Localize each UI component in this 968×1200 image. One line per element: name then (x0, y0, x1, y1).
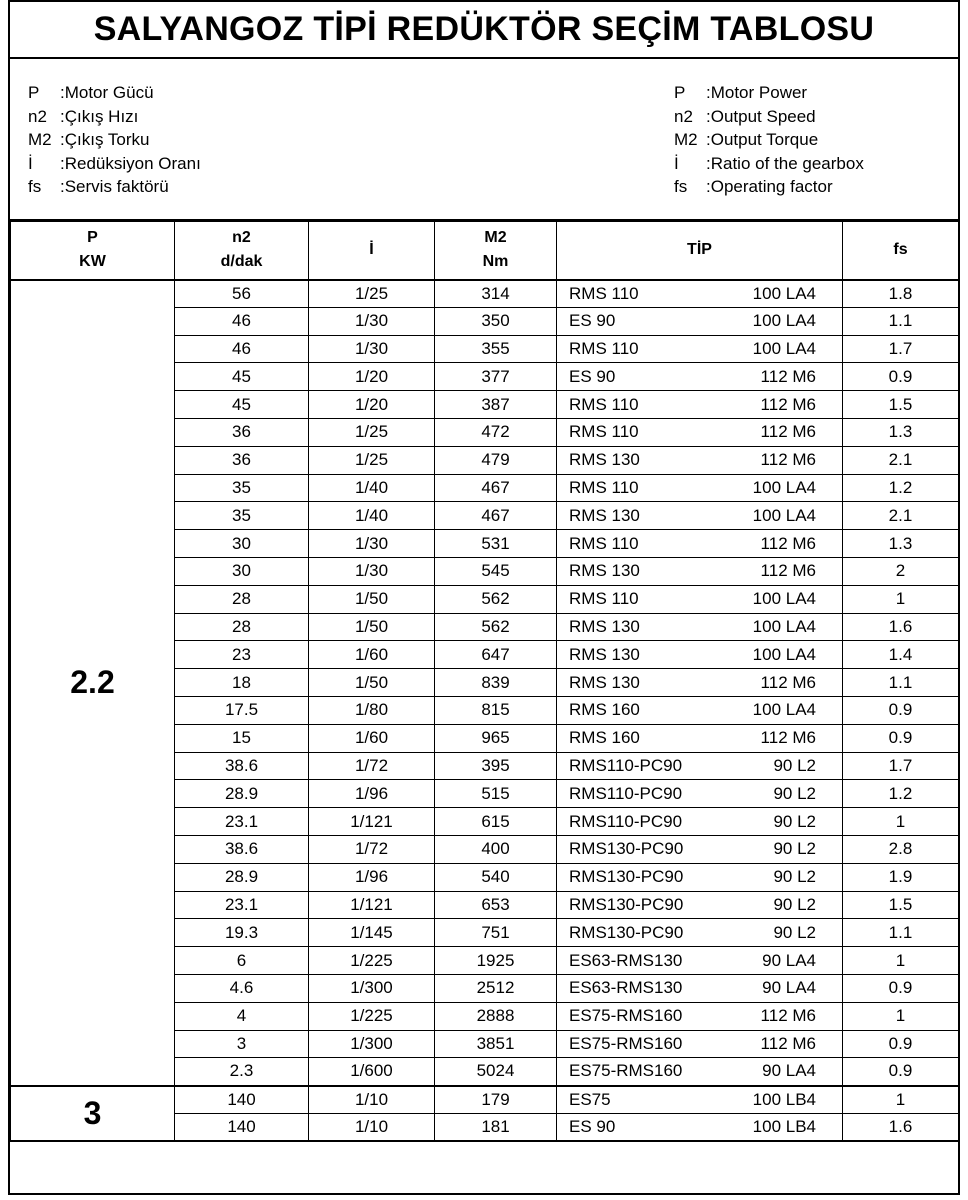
gearbox-type: RMS 110 (569, 533, 639, 553)
type-cell (557, 446, 843, 474)
legend-key: fs (28, 177, 42, 196)
speed-cell: 140 (175, 1113, 309, 1141)
gearbox-type: ES 90 (569, 1117, 616, 1137)
gearbox-type: RMS110-PC90 (569, 783, 683, 803)
legend-item (28, 175, 201, 199)
legend-item (28, 105, 201, 129)
motor-type: 100 LA4 (752, 644, 816, 664)
torque-cell: 653 (435, 891, 557, 919)
ratio-cell: 1/30 (309, 335, 435, 363)
legend-key: İ (674, 153, 679, 173)
ratio-cell: 1/50 (309, 613, 435, 641)
service-factor-cell: 1.7 (843, 335, 959, 363)
ratio-cell: 1/121 (309, 891, 435, 919)
type-cell (557, 613, 843, 641)
torque-cell: 472 (435, 418, 557, 446)
service-factor-cell: 1.9 (843, 863, 959, 891)
motor-type: 100 LA4 (752, 505, 816, 525)
gearbox-type: RMS 160 (569, 700, 640, 720)
motor-type: 112 M6 (760, 728, 816, 748)
speed-cell: 4 (175, 1002, 309, 1030)
gearbox-type: RMS 110 (569, 394, 639, 414)
ratio-cell: 1/40 (309, 502, 435, 530)
torque-cell: 515 (435, 780, 557, 808)
gearbox-type: RMS130-PC90 (569, 839, 684, 859)
motor-type: 90 L2 (773, 783, 816, 803)
gearbox-type: RMS 130 (569, 644, 640, 664)
ratio-cell: 1/96 (309, 863, 435, 891)
speed-cell: 3 (175, 1030, 309, 1058)
type-cell (557, 280, 843, 308)
ratio-cell: 1/225 (309, 1002, 435, 1030)
legend-text: :Operating factor (706, 177, 833, 196)
table-row (11, 280, 959, 308)
type-cell (557, 863, 843, 891)
speed-cell: 4.6 (175, 974, 309, 1002)
motor-type: 90 L2 (773, 839, 816, 859)
ratio-cell: 1/60 (309, 641, 435, 669)
motor-type: 90 LA4 (762, 978, 816, 998)
ratio-cell: 1/80 (309, 696, 435, 724)
ratio-cell: 1/96 (309, 780, 435, 808)
service-factor-cell: 1.2 (843, 780, 959, 808)
type-cell (557, 530, 843, 558)
gearbox-type: RMS130-PC90 (569, 894, 684, 914)
service-factor-cell: 0.9 (843, 363, 959, 391)
type-cell (557, 947, 843, 975)
gearbox-type: RMS110-PC90 (569, 755, 683, 775)
torque-cell: 647 (435, 641, 557, 669)
type-cell (557, 1002, 843, 1030)
torque-cell: 751 (435, 919, 557, 947)
type-cell (557, 752, 843, 780)
speed-cell: 45 (175, 363, 309, 391)
legend-text: :Çıkış Hızı (60, 106, 139, 126)
motor-type: 100 LA4 (752, 700, 816, 720)
gearbox-type: RMS 110 (569, 477, 639, 497)
gearbox-type: ES75-RMS160 (569, 1061, 683, 1081)
gearbox-type: ES 90 (569, 311, 616, 331)
legend-key: n2 (674, 106, 693, 126)
type-cell (557, 307, 843, 335)
type-cell (557, 474, 843, 502)
motor-type: 100 LA4 (752, 311, 816, 331)
service-factor-cell: 2 (843, 557, 959, 585)
ratio-cell: 1/25 (309, 446, 435, 474)
gearbox-type: RMS 130 (569, 672, 640, 692)
speed-cell: 45 (175, 391, 309, 419)
legend-key: fs (674, 177, 688, 196)
service-factor-cell: 1.5 (843, 891, 959, 919)
header-service-factor: fs (843, 222, 959, 280)
power-cell: 2.2 (11, 280, 175, 1086)
motor-type: 100 LA4 (752, 283, 816, 303)
legend-item (674, 81, 864, 105)
service-factor-cell: 1.8 (843, 280, 959, 308)
torque-cell: 181 (435, 1113, 557, 1141)
speed-cell: 23 (175, 641, 309, 669)
ratio-cell: 1/30 (309, 557, 435, 585)
service-factor-cell: 1 (843, 1002, 959, 1030)
type-cell (557, 696, 843, 724)
ratio-cell: 1/121 (309, 808, 435, 836)
service-factor-cell: 1.3 (843, 530, 959, 558)
service-factor-cell: 2.1 (843, 502, 959, 530)
gearbox-type: RMS 130 (569, 450, 640, 470)
service-factor-cell: 1.1 (843, 307, 959, 335)
legend-text: :Redüksiyon Oranı (60, 153, 201, 173)
legend-key: n2 (28, 106, 47, 126)
gearbox-type: ES75-RMS160 (569, 1006, 683, 1026)
speed-cell: 28.9 (175, 780, 309, 808)
speed-cell: 6 (175, 947, 309, 975)
motor-type: 90 L2 (773, 894, 816, 914)
speed-cell: 18 (175, 669, 309, 697)
service-factor-cell: 1.2 (843, 474, 959, 502)
service-factor-cell: 1.6 (843, 1113, 959, 1141)
legend-item (674, 128, 864, 152)
speed-cell: 2.3 (175, 1058, 309, 1086)
torque-cell: 1925 (435, 947, 557, 975)
type-cell (557, 335, 843, 363)
gearbox-type: ES75-RMS160 (569, 1033, 683, 1053)
motor-type: 112 M6 (760, 672, 816, 692)
type-cell (557, 974, 843, 1002)
type-cell (557, 557, 843, 585)
torque-cell: 545 (435, 557, 557, 585)
motor-type: 100 LB4 (752, 1089, 816, 1109)
legend-key: M2 (28, 130, 52, 149)
gearbox-type: ES63-RMS130 (569, 978, 683, 998)
motor-type: 100 LA4 (752, 589, 816, 609)
type-cell (557, 780, 843, 808)
type-cell (557, 585, 843, 613)
motor-type: 112 M6 (760, 422, 816, 442)
torque-cell: 531 (435, 530, 557, 558)
selection-table-sheet (8, 0, 960, 1195)
service-factor-cell: 1.4 (843, 641, 959, 669)
service-factor-cell: 0.9 (843, 724, 959, 752)
type-cell (557, 418, 843, 446)
ratio-cell: 1/30 (309, 307, 435, 335)
type-cell (557, 891, 843, 919)
type-cell (557, 669, 843, 697)
speed-cell: 23.1 (175, 891, 309, 919)
ratio-cell: 1/300 (309, 974, 435, 1002)
torque-cell: 314 (435, 280, 557, 308)
service-factor-cell: 1.6 (843, 613, 959, 641)
legend-turkish (28, 81, 201, 199)
gearbox-type: RMS 110 (569, 338, 639, 358)
ratio-cell: 1/10 (309, 1113, 435, 1141)
legend-english (674, 81, 864, 199)
ratio-cell: 1/20 (309, 363, 435, 391)
service-factor-cell: 1 (843, 585, 959, 613)
motor-type: 100 LA4 (752, 477, 816, 497)
motor-type: 112 M6 (760, 561, 816, 581)
torque-cell: 2512 (435, 974, 557, 1002)
torque-cell: 479 (435, 446, 557, 474)
service-factor-cell: 0.9 (843, 974, 959, 1002)
service-factor-cell: 1.7 (843, 752, 959, 780)
ratio-cell: 1/600 (309, 1058, 435, 1086)
gearbox-type: RMS 130 (569, 505, 640, 525)
speed-cell: 36 (175, 446, 309, 474)
table-header-row (11, 222, 959, 280)
speed-cell: 17.5 (175, 696, 309, 724)
torque-cell: 350 (435, 307, 557, 335)
legend-key: P (674, 83, 686, 102)
header-output-speed: n2 d/dak (175, 222, 309, 280)
type-cell (557, 1030, 843, 1058)
motor-type: 90 L2 (773, 811, 816, 831)
legend-text: :Output Speed (706, 106, 816, 126)
speed-cell: 140 (175, 1086, 309, 1114)
gearbox-type: ES75 (569, 1089, 611, 1109)
gearbox-type: RMS130-PC90 (569, 867, 684, 887)
motor-type: 112 M6 (760, 1033, 816, 1053)
legend-item (674, 175, 864, 199)
type-cell (557, 835, 843, 863)
torque-cell: 377 (435, 363, 557, 391)
service-factor-cell: 1.1 (843, 919, 959, 947)
speed-cell: 36 (175, 418, 309, 446)
type-cell (557, 641, 843, 669)
ratio-cell: 1/50 (309, 669, 435, 697)
motor-type: 90 LA4 (762, 950, 816, 970)
legend-key: İ (28, 153, 33, 173)
gearbox-type: ES 90 (569, 366, 616, 386)
speed-cell: 46 (175, 335, 309, 363)
table-row (11, 1086, 959, 1114)
ratio-cell: 1/300 (309, 1030, 435, 1058)
motor-type: 100 LB4 (752, 1117, 816, 1137)
selection-table (10, 221, 959, 1142)
ratio-cell: 1/60 (309, 724, 435, 752)
legend-text: :Çıkış Torku (60, 130, 150, 149)
ratio-cell: 1/72 (309, 752, 435, 780)
speed-cell: 28 (175, 585, 309, 613)
type-cell (557, 363, 843, 391)
service-factor-cell: 1.1 (843, 669, 959, 697)
service-factor-cell: 1 (843, 947, 959, 975)
ratio-cell: 1/30 (309, 530, 435, 558)
table-body (11, 280, 959, 1142)
motor-type: 112 M6 (760, 366, 816, 386)
torque-cell: 965 (435, 724, 557, 752)
motor-type: 112 M6 (760, 394, 816, 414)
torque-cell: 179 (435, 1086, 557, 1114)
power-cell: 3 (11, 1086, 175, 1142)
ratio-cell: 1/72 (309, 835, 435, 863)
torque-cell: 5024 (435, 1058, 557, 1086)
motor-type: 90 L2 (773, 867, 816, 887)
torque-cell: 3851 (435, 1030, 557, 1058)
legend-key: M2 (674, 130, 698, 149)
torque-cell: 467 (435, 502, 557, 530)
header-output-torque: M2 Nm (435, 222, 557, 280)
gearbox-type: ES63-RMS130 (569, 950, 683, 970)
header-ratio: İ (309, 222, 435, 280)
motor-type: 112 M6 (760, 533, 816, 553)
gearbox-type: RMS 130 (569, 561, 640, 581)
legend-item (28, 152, 201, 176)
type-cell (557, 502, 843, 530)
torque-cell: 562 (435, 585, 557, 613)
speed-cell: 23.1 (175, 808, 309, 836)
service-factor-cell: 2.8 (843, 835, 959, 863)
legend-text: :Servis faktörü (60, 177, 169, 196)
legend-text: :Ratio of the gearbox (706, 153, 864, 173)
speed-cell: 38.6 (175, 835, 309, 863)
torque-cell: 615 (435, 808, 557, 836)
type-cell (557, 1058, 843, 1086)
motor-type: 90 L2 (773, 755, 816, 775)
gearbox-type: RMS 110 (569, 422, 639, 442)
ratio-cell: 1/25 (309, 280, 435, 308)
speed-cell: 30 (175, 530, 309, 558)
motor-type: 100 LA4 (752, 616, 816, 636)
torque-cell: 467 (435, 474, 557, 502)
speed-cell: 38.6 (175, 752, 309, 780)
header-type: TİP (557, 222, 843, 280)
torque-cell: 395 (435, 752, 557, 780)
legend-section (10, 59, 958, 221)
speed-cell: 35 (175, 502, 309, 530)
ratio-cell: 1/225 (309, 947, 435, 975)
gearbox-type: RMS130-PC90 (569, 922, 684, 942)
type-cell (557, 724, 843, 752)
type-cell (557, 919, 843, 947)
service-factor-cell: 0.9 (843, 1058, 959, 1086)
torque-cell: 815 (435, 696, 557, 724)
speed-cell: 19.3 (175, 919, 309, 947)
gearbox-type: RMS 110 (569, 283, 639, 303)
page-title: SALYANGOZ TİPİ REDÜKTÖR SEÇİM TABLOSU (10, 2, 958, 59)
legend-item (674, 152, 864, 176)
motor-type: 90 LA4 (762, 1061, 816, 1081)
torque-cell: 562 (435, 613, 557, 641)
type-cell (557, 1113, 843, 1141)
service-factor-cell: 0.9 (843, 696, 959, 724)
legend-item (674, 105, 864, 129)
ratio-cell: 1/50 (309, 585, 435, 613)
header-power: P KW (11, 222, 175, 280)
speed-cell: 35 (175, 474, 309, 502)
speed-cell: 30 (175, 557, 309, 585)
legend-text: :Motor Power (706, 83, 808, 102)
legend-item (28, 128, 201, 152)
speed-cell: 28 (175, 613, 309, 641)
ratio-cell: 1/145 (309, 919, 435, 947)
ratio-cell: 1/20 (309, 391, 435, 419)
legend-key: P (28, 83, 40, 102)
speed-cell: 46 (175, 307, 309, 335)
ratio-cell: 1/40 (309, 474, 435, 502)
motor-type: 90 L2 (773, 922, 816, 942)
motor-type: 100 LA4 (752, 338, 816, 358)
service-factor-cell: 1 (843, 808, 959, 836)
gearbox-type: RMS 160 (569, 728, 640, 748)
type-cell (557, 1086, 843, 1114)
service-factor-cell: 2.1 (843, 446, 959, 474)
speed-cell: 15 (175, 724, 309, 752)
type-cell (557, 808, 843, 836)
gearbox-type: RMS110-PC90 (569, 811, 683, 831)
ratio-cell: 1/10 (309, 1086, 435, 1114)
torque-cell: 400 (435, 835, 557, 863)
torque-cell: 355 (435, 335, 557, 363)
service-factor-cell: 1.3 (843, 418, 959, 446)
legend-item (28, 81, 201, 105)
torque-cell: 2888 (435, 1002, 557, 1030)
service-factor-cell: 1 (843, 1086, 959, 1114)
gearbox-type: RMS 130 (569, 616, 640, 636)
torque-cell: 387 (435, 391, 557, 419)
speed-cell: 56 (175, 280, 309, 308)
service-factor-cell: 1.5 (843, 391, 959, 419)
motor-type: 112 M6 (760, 1006, 816, 1026)
ratio-cell: 1/25 (309, 418, 435, 446)
motor-type: 112 M6 (760, 450, 816, 470)
torque-cell: 839 (435, 669, 557, 697)
legend-text: :Motor Gücü (60, 83, 154, 102)
speed-cell: 28.9 (175, 863, 309, 891)
service-factor-cell: 0.9 (843, 1030, 959, 1058)
gearbox-type: RMS 110 (569, 589, 639, 609)
type-cell (557, 391, 843, 419)
torque-cell: 540 (435, 863, 557, 891)
legend-text: :Output Torque (706, 130, 819, 149)
